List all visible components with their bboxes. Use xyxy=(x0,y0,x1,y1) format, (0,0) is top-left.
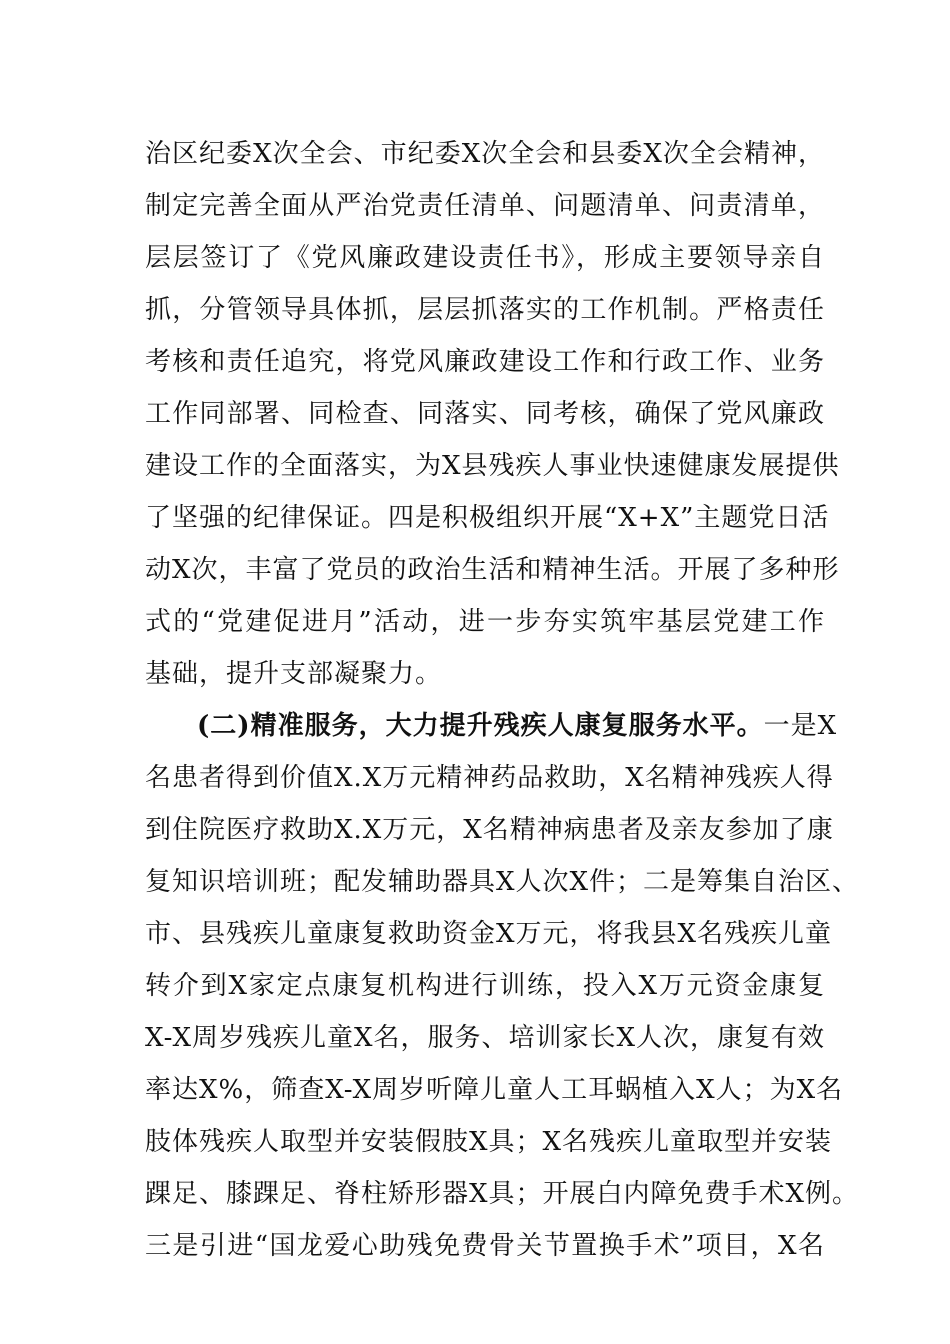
heading-tail-text: 一是X xyxy=(763,711,838,741)
text-line: 基础，提升支部凝聚力。 xyxy=(145,659,443,689)
text-line: 层层签订了《党风廉政建设责任书》，形成主要领导亲自 xyxy=(145,243,825,273)
text-line: X-X周岁残疾儿童X名，服务、培训家长X人次，康复有效 xyxy=(145,1023,825,1053)
text-line: 式的“党建促进月”活动，进一步夯实筑牢基层党建工作 xyxy=(145,607,825,637)
text-line: 考核和责任追究，将党风廉政建设工作和行政工作、业务 xyxy=(145,347,825,377)
section-heading: (二)精准服务，大力提升残疾人康复服务水平。 xyxy=(197,711,764,741)
section-heading-line xyxy=(145,700,838,752)
text-line: 了坚强的纪律保证。四是积极组织开展“X+X”主题党日活 xyxy=(145,503,830,533)
text-line: 率达X%，筛查X-X周岁听障儿童人工耳蜗植入X人；为X名 xyxy=(145,1075,844,1105)
paragraph-party-building xyxy=(145,128,840,700)
text-line: 工作同部署、同检查、同落实、同考核，确保了党风廉政 xyxy=(145,399,825,429)
text-line: 动X次，丰富了党员的政治生活和精神生活。开展了多种形 xyxy=(145,555,840,585)
text-line: 抓，分管领导具体抓，层层抓落实的工作机制。严格责任 xyxy=(145,295,825,325)
text-line: 市、县残疾儿童康复救助资金X万元，将我县X名残疾儿童 xyxy=(145,919,833,949)
text-line: 制定完善全面从严治党责任清单、问题清单、问责清单， xyxy=(145,191,825,221)
text-line: 三是引进“国龙爱心助残免费骨关节置换手术”项目，X名 xyxy=(145,1231,825,1261)
text-line: 建设工作的全面落实，为X县残疾人事业快速健康发展提供 xyxy=(145,451,840,481)
text-line: 治区纪委X次全会、市纪委X次全会和县委X次全会精神， xyxy=(145,139,825,169)
text-line: 名患者得到价值X.X万元精神药品救助，X名精神残疾人得 xyxy=(145,763,834,793)
body-text xyxy=(145,128,860,1272)
paragraph-rehabilitation xyxy=(145,700,860,1272)
text-line: 踝足、膝踝足、脊柱矫形器X具；开展白内障免费手术X例。 xyxy=(145,1179,860,1209)
text-line: 复知识培训班；配发辅助器具X人次X件；二是筹集自治区、 xyxy=(145,867,860,897)
text-line: 转介到X家定点康复机构进行训练，投入X万元资金康复 xyxy=(145,971,825,1001)
text-line: 肢体残疾人取型并安装假肢X具；X名残疾儿童取型并安装 xyxy=(145,1127,833,1157)
text-line: 到住院医疗救助X.X万元，X名精神病患者及亲友参加了康 xyxy=(145,815,834,845)
